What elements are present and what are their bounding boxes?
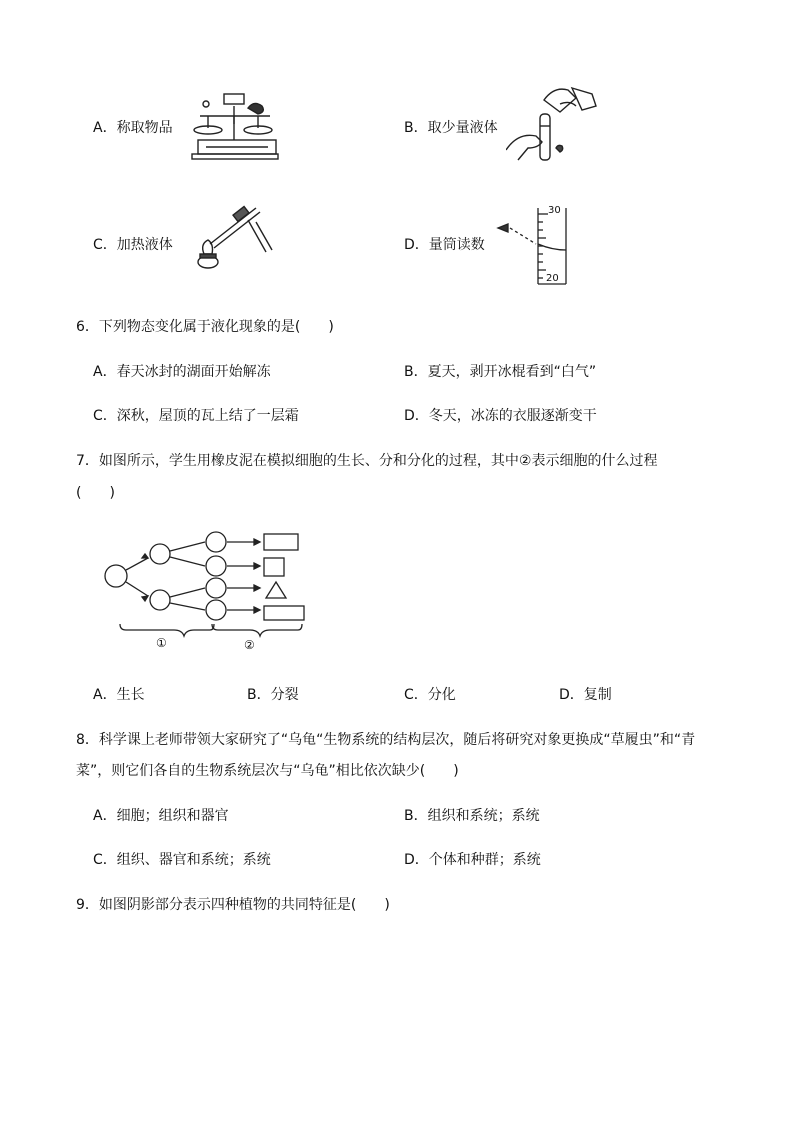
q9-stem: 9．如图阴影部分表示四种植物的共同特征是( ) [76,897,390,913]
q6-option-a: A．春天冰封的湖面开始解冻 [93,364,271,380]
q8-option-d: D．个体和种群；系统 [404,852,541,868]
q8-stem-line1: 8．科学课上老师带领大家研究了“乌龟“生物系统的结构层次，随后将研究对象更换成“草履虫”和“青 [76,732,696,748]
graduated-cylinder-icon [488,204,582,288]
diagram-label-2: ② [244,638,255,652]
q5-option-d: D．量筒读数 [404,237,485,253]
pouring-liquid-icon [506,86,606,166]
q5-option-c: C．加热液体 [93,237,173,253]
q5-option-b: B．取少量液体 [404,120,498,136]
q7-stem-line2: ( ) [76,485,115,501]
q6-option-d: D．冬天，冰冻的衣服逐渐变干 [404,408,597,424]
cylinder-scale-bottom: 20 [546,273,559,284]
q8-stem-line2: 菜”，则它们各自的生物系统层次与“乌龟”相比依次缺少( ) [76,763,459,779]
q6-option-c: C．深秋，屋顶的瓦上结了一层霜 [93,408,299,424]
q7-option-c: C．分化 [404,687,456,703]
balance-scale-icon [186,90,282,162]
q6-stem: 6．下列物态变化属于液化现象的是( ) [76,319,334,335]
heating-tube-icon [186,200,276,272]
cell-division-diagram [100,530,330,660]
q7-option-a: A．生长 [93,687,145,703]
cylinder-scale-top: 30 [548,205,561,216]
q8-option-a: A．细胞；组织和器官 [93,808,229,824]
q7-option-b: B．分裂 [247,687,299,703]
q5-option-a: A．称取物品 [93,120,173,136]
q6-option-b: B．夏天，剥开冰棍看到“白气” [404,364,597,380]
q7-option-d: D．复制 [559,687,612,703]
diagram-label-1: ① [156,636,167,650]
q8-option-b: B．组织和系统；系统 [404,808,540,824]
q8-option-c: C．组织、器官和系统；系统 [93,852,271,868]
q7-stem-line1: 7．如图所示，学生用橡皮泥在模拟细胞的生长、分和分化的过程，其中②表示细胞的什么过程 [76,453,658,469]
